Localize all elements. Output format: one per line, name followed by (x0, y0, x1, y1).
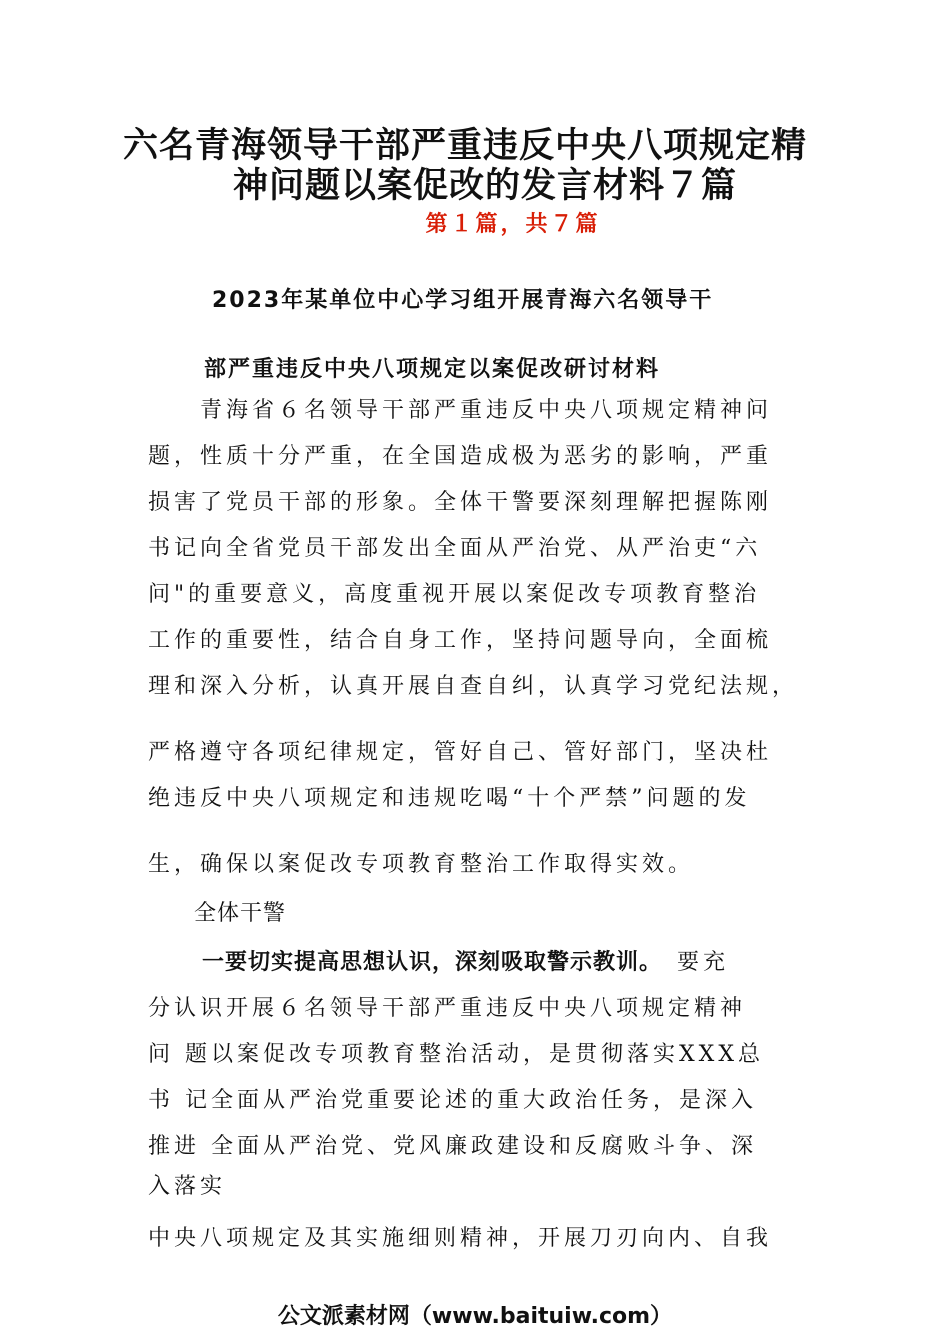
body-line: 生，确保以案促改专项教育整治工作取得实效。 (148, 852, 695, 877)
body-line: 全体干警 (148, 901, 287, 926)
section-heading-line-1: 2023年某单位中心学习组开展青海六名领导干 (212, 288, 714, 313)
body-line: 问 题以案促改专项教育整治活动，是贯彻落实XXX总 (148, 1042, 764, 1067)
body-line: 书记向全省党员干部发出全面从严治党、从严治吏“六 (148, 536, 762, 561)
document-title-line-2: 神问题以案促改的发言材料７篇 (232, 166, 737, 206)
body-line: 严格遵守各项纪律规定，管好自己、管好部门，坚决杜 (148, 740, 773, 765)
body-line: 理和深入分析，认真开展自查自纠，认真学习党纪法规， (148, 674, 799, 699)
body-line: 青海省６名领导干部严重违反中央八项规定精神问 (148, 398, 773, 423)
point-one-lead: 要充 (651, 950, 730, 975)
body-line: 题，性质十分严重，在全国造成极为恶劣的影响，严重 (148, 444, 773, 469)
body-line: 推进 全面从严治党、党风廉政建设和反腐败斗争、深 (148, 1134, 757, 1159)
document-title-line-1: 六名青海领导干部严重违反中央八项规定精 (122, 126, 807, 166)
body-line: 中央八项规定及其实施细则精神，开展刀刃向内、自我 (148, 1226, 773, 1251)
body-line: 入落实 (148, 1174, 227, 1199)
body-line: 问"的重要意义，高度重视开展以案促改专项教育整治 (148, 582, 761, 607)
section-heading-line-2: 部严重违反中央八项规定以案促改研讨材料 (204, 357, 661, 382)
point-one-line (148, 945, 729, 976)
body-line: 损害了党员干部的形象。全体干警要深刻理解把握陈刚 (148, 490, 773, 515)
body-line: 工作的重要性，结合自身工作，坚持问题导向，全面梳 (148, 628, 773, 653)
body-line: 绝违反中央八项规定和违规吃喝“十个严禁”问题的发 (148, 786, 751, 811)
point-one-heading: 一要切实提高思想认识，深刻吸取警示教训。 (202, 950, 652, 975)
part-indicator: 第１篇，共７篇 (425, 212, 601, 237)
body-line: 书 记全面从严治党重要论述的重大政治任务，是深入 (148, 1088, 757, 1113)
body-line: 分认识开展６名领导干部严重违反中央八项规定精神 (148, 996, 747, 1021)
footer-watermark: 公文派素材网（www.baituiw.com） (277, 1304, 673, 1329)
